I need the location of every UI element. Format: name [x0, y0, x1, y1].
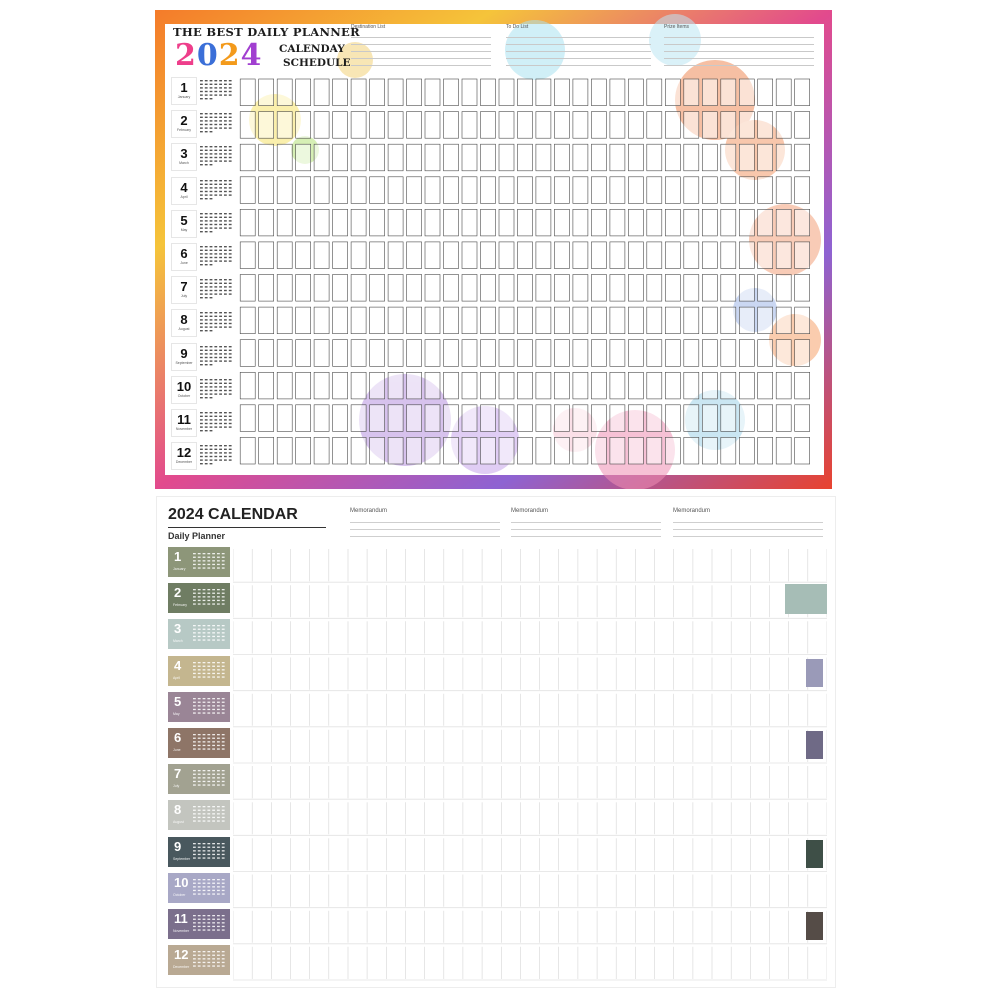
month-name: November	[175, 427, 193, 431]
month-card	[168, 764, 230, 794]
month-number: 9	[180, 345, 188, 361]
month-card	[171, 276, 197, 304]
mini-month-calendar	[200, 445, 234, 467]
year-digit: 4	[240, 38, 263, 73]
month-name: November	[173, 929, 190, 933]
month-card	[171, 177, 197, 205]
header-lists	[351, 24, 816, 76]
mini-month-calendar	[200, 312, 234, 334]
month-number: 6	[174, 730, 182, 745]
month-number: 2	[180, 113, 188, 129]
month-name: January	[173, 567, 186, 571]
list-title: To Do List	[506, 24, 529, 30]
month-row	[169, 275, 239, 305]
mini-month-calendar	[193, 770, 227, 788]
month-row	[169, 308, 239, 338]
month-row	[169, 109, 239, 139]
mini-month-calendar	[200, 180, 234, 202]
month-number: 7	[180, 279, 188, 295]
month-name: August	[173, 820, 184, 825]
month-row	[169, 342, 239, 372]
mini-month-calendar	[200, 246, 234, 268]
month-card	[171, 243, 197, 271]
memorandum-label: Memorandum	[673, 508, 711, 514]
month-card	[168, 909, 230, 939]
sticky-note	[806, 731, 823, 759]
month-number: 6	[180, 246, 188, 261]
mini-month-calendar	[193, 951, 227, 969]
month-name: August	[178, 327, 190, 332]
subtitle-line-1: CALENDAY	[279, 43, 345, 55]
month-row	[169, 142, 239, 172]
month-card	[171, 110, 197, 138]
month-number: 5	[180, 212, 188, 228]
month-name: February	[173, 603, 188, 608]
mini-month-calendar	[193, 879, 227, 897]
memorandum-label: Memorandum	[511, 508, 549, 514]
memorandum-block	[350, 507, 500, 537]
month-card	[168, 837, 230, 867]
sticky-note	[806, 912, 823, 940]
month-card	[171, 309, 197, 337]
month-number: 1	[180, 80, 188, 95]
mini-month-calendar	[193, 843, 227, 861]
month-name: December	[173, 965, 190, 970]
mini-month-calendar	[200, 113, 234, 135]
month-row	[169, 176, 239, 206]
month-card	[171, 77, 197, 105]
poster-subtitle: Daily Planner	[168, 531, 226, 541]
month-name: September	[173, 856, 191, 861]
title-underline	[168, 527, 326, 528]
month-row	[169, 209, 239, 239]
month-number: 12	[176, 445, 192, 461]
mini-month-calendar	[193, 553, 227, 571]
year-digit: 2	[175, 38, 197, 73]
sticky-note	[806, 840, 823, 868]
month-number: 10	[174, 874, 189, 890]
month-name: October	[173, 892, 186, 897]
list-title: Destination List	[351, 24, 386, 30]
daily-grid	[239, 76, 812, 467]
month-number: 9	[174, 838, 182, 854]
prize-items-list	[664, 24, 814, 76]
month-name: March	[173, 639, 183, 644]
month-number: 4	[174, 657, 182, 673]
memorandum-label: Memorandum	[350, 508, 388, 514]
month-number: 3	[180, 146, 188, 162]
subtitle-line-2: SCHEDULE	[283, 57, 351, 69]
brand-heading: THE BEST DAILY PLANNER	[173, 25, 360, 39]
month-card	[168, 873, 230, 903]
mini-month-calendar	[200, 412, 234, 434]
month-card	[171, 442, 197, 470]
mini-month-calendar	[200, 379, 234, 401]
month-row	[169, 408, 239, 438]
mini-month-calendar	[193, 915, 227, 933]
daily-grid	[233, 547, 827, 981]
month-name: December	[175, 460, 193, 465]
month-card	[168, 583, 230, 613]
month-number: 8	[174, 802, 182, 818]
month-name: May	[173, 711, 180, 716]
month-name: April	[173, 675, 181, 680]
poster-title: 2024 CALENDAR	[168, 506, 298, 523]
month-number: 3	[174, 621, 182, 637]
month-card	[171, 210, 197, 238]
memorandum-block	[673, 507, 823, 537]
colorful-planner-poster	[155, 10, 832, 489]
destination-list	[351, 24, 491, 76]
mini-month-calendar	[200, 146, 234, 168]
mini-month-calendar	[193, 734, 227, 752]
month-name: March	[179, 161, 189, 166]
sticky-note	[806, 659, 823, 687]
month-name: July	[173, 784, 180, 789]
mini-month-calendar	[193, 806, 227, 824]
month-number: 11	[174, 911, 188, 926]
month-number: 4	[180, 179, 188, 195]
month-number: 12	[174, 947, 189, 963]
month-number: 5	[174, 693, 182, 709]
mini-month-calendar	[193, 589, 227, 607]
month-name: June	[173, 748, 181, 752]
month-row	[169, 441, 239, 471]
month-name: June	[180, 261, 188, 265]
sticky-note	[785, 584, 827, 614]
mini-month-calendar	[200, 80, 234, 102]
month-number: 2	[174, 585, 182, 601]
month-name: July	[180, 294, 188, 299]
mini-month-calendar	[193, 662, 227, 680]
month-row	[169, 242, 239, 272]
month-number: 10	[176, 378, 192, 394]
month-card	[168, 728, 230, 758]
month-card	[171, 143, 197, 171]
mini-month-calendar	[193, 625, 227, 643]
month-number: 1	[174, 549, 182, 564]
to-do-list	[506, 24, 651, 76]
year-digit: 2	[218, 38, 241, 73]
month-name: October	[177, 393, 191, 398]
month-name: April	[180, 194, 188, 199]
month-card	[168, 547, 230, 577]
year-heading	[175, 38, 263, 73]
mini-month-calendar	[200, 279, 234, 301]
muted-planner-poster	[156, 496, 836, 988]
mini-month-calendar	[200, 213, 234, 235]
month-card	[168, 619, 230, 649]
month-row	[169, 76, 239, 106]
poster-title-block	[169, 24, 369, 84]
month-card	[168, 656, 230, 686]
month-card	[171, 409, 197, 437]
memorandum-block	[511, 507, 661, 537]
month-card	[168, 800, 230, 830]
month-name: February	[176, 128, 191, 133]
mini-month-calendar	[193, 698, 227, 716]
list-title: Prize Items	[664, 24, 690, 30]
month-name: January	[177, 95, 191, 99]
month-number: 11	[177, 412, 191, 427]
mini-month-calendar	[200, 346, 234, 368]
month-name: May	[180, 227, 188, 232]
month-card	[171, 376, 197, 404]
month-card	[168, 692, 230, 722]
month-card	[171, 343, 197, 371]
month-card	[168, 945, 230, 975]
month-name: September	[175, 360, 193, 365]
month-number: 8	[180, 312, 188, 328]
year-digit: 0	[196, 38, 219, 73]
month-row	[169, 375, 239, 405]
month-number: 7	[174, 766, 182, 782]
